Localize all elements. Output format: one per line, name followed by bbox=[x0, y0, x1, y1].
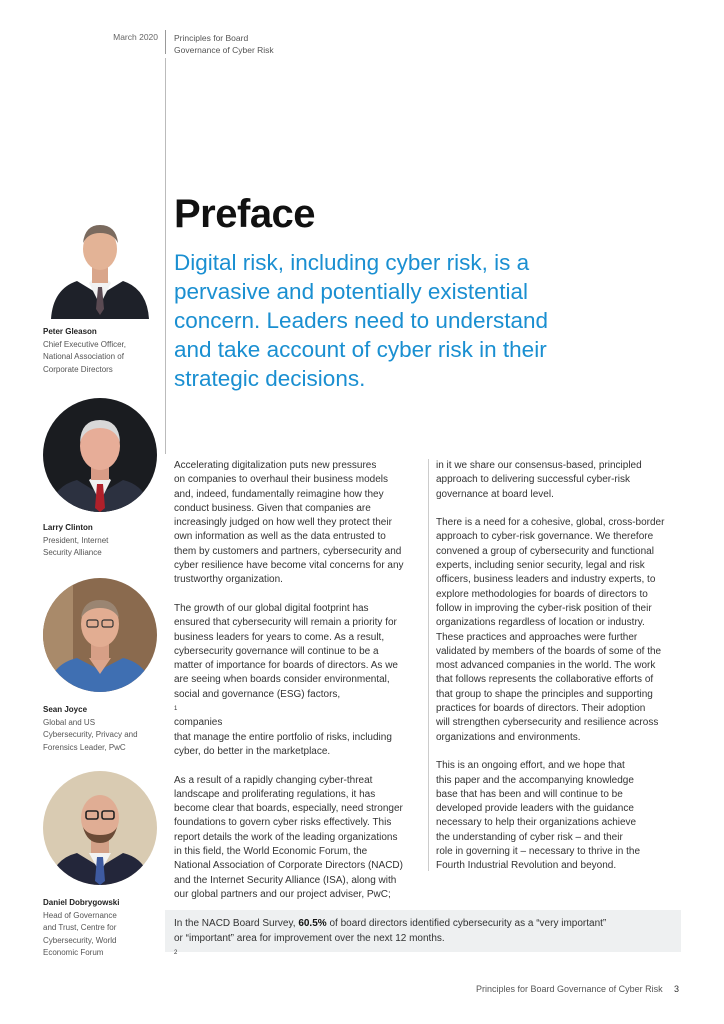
person-role-line: Economic Forum bbox=[43, 948, 104, 957]
person-name: Larry Clinton bbox=[43, 523, 93, 532]
body-line: own information as well as the data entrusted to bbox=[174, 531, 386, 543]
body-line: organizations regardless of location or industry. bbox=[436, 617, 645, 629]
body-line: and the Internet Security Alliance (ISA), along with bbox=[174, 874, 397, 886]
person-role-line: Corporate Directors bbox=[43, 364, 113, 374]
body-line: most advanced companies in the world. The work bbox=[436, 660, 656, 672]
person-role-line: National Association of bbox=[43, 352, 124, 361]
paragraph-gap bbox=[436, 502, 686, 516]
header-title-line1: Principles for Board bbox=[174, 33, 249, 43]
portrait-larry-clinton-image bbox=[43, 398, 157, 512]
portrait-peter-gleason-image bbox=[43, 205, 157, 319]
footnote-marker: 1 bbox=[174, 706, 178, 713]
body-line: that manage the entire portfolio of risks, including bbox=[174, 731, 392, 743]
portrait-larry-clinton bbox=[43, 398, 157, 512]
paragraph-gap bbox=[174, 588, 419, 602]
person-sean-joyce bbox=[43, 704, 163, 754]
body-line: experts, including senior security, legal and risk bbox=[436, 560, 645, 572]
person-role-line: Cybersecurity, Privacy and bbox=[43, 730, 138, 739]
body-line: base that has been and will continue to be bbox=[436, 788, 623, 800]
body-line: National Association of Corporate Directors (NACD) bbox=[174, 860, 403, 872]
body-line: role in governing it – necessary to thrive in the bbox=[436, 846, 640, 858]
header-title-line2: Governance of Cyber Risk bbox=[174, 45, 274, 55]
callout-line2: or “important” area for improvement over the next 12 months. bbox=[174, 932, 445, 944]
body-line: in this field, the World Economic Forum, the bbox=[174, 846, 368, 858]
page-number: 3 bbox=[674, 984, 680, 994]
lede-line: concern. Leaders need to understand bbox=[174, 308, 549, 333]
body-line: This is an ongoing effort, and we hope that bbox=[436, 760, 625, 772]
body-line: matter of importance for boards of directors. As we bbox=[174, 660, 398, 672]
body-line: practices for boards of directors. Their adoption bbox=[436, 703, 646, 715]
body-line: are seeing when boards consider environmental, bbox=[174, 674, 390, 686]
body-line: social and governance (ESG) factors, bbox=[174, 688, 341, 700]
body-line: Fourth Industrial Revolution and beyond. bbox=[436, 860, 617, 872]
body-line: approach to cyber-risk governance. We therefore bbox=[436, 531, 654, 543]
lede-line: and take account of cyber risk in their bbox=[174, 337, 547, 362]
person-name: Sean Joyce bbox=[43, 705, 88, 714]
person-larry-clinton bbox=[43, 522, 163, 560]
body-line: Accelerating digitalization puts new pressures bbox=[174, 460, 377, 471]
body-line: approach to delivering successful cyber-risk bbox=[436, 474, 630, 486]
body-line: and, indeed, fundamentally reimagine how they bbox=[174, 488, 384, 500]
person-role-line: Head of Governance bbox=[43, 910, 117, 920]
footnote-marker: 2 bbox=[174, 950, 178, 956]
body-line-with-footnote bbox=[174, 688, 419, 731]
body-line: ensured that cybersecurity will remain a priority for bbox=[174, 617, 397, 629]
body-line: These practices and approaches were further bbox=[436, 631, 638, 643]
body-line: that group to shape the principles and supporting bbox=[436, 688, 653, 700]
body-column-left bbox=[174, 459, 419, 902]
callout-line bbox=[174, 917, 606, 932]
portrait-daniel-dobrygowski-image bbox=[43, 771, 157, 885]
callout-post: of board directors identified cybersecurity as a “very important” bbox=[326, 918, 607, 929]
body-line: increasingly judged on how well they protect their bbox=[174, 517, 392, 529]
person-role-line: Security Alliance bbox=[43, 548, 102, 557]
body-line: in it we share our consensus-based, principled bbox=[436, 460, 642, 471]
body-line: cyber, do better in the marketplace. bbox=[174, 745, 331, 757]
lede-line: Digital risk, including cyber risk, is a bbox=[174, 250, 530, 275]
body-line: governance at board level. bbox=[436, 488, 554, 500]
body-line: that follows represents the collaborative efforts of bbox=[436, 674, 654, 686]
body-line: follow in improving the cyber-risk position of their bbox=[436, 602, 652, 614]
portrait-daniel-dobrygowski bbox=[43, 771, 157, 885]
header-date: March 2020 bbox=[113, 32, 158, 42]
person-name: Peter Gleason bbox=[43, 327, 97, 336]
body-line: them by customers and partners, cybersecurity and bbox=[174, 545, 402, 557]
portrait-peter-gleason bbox=[43, 205, 157, 319]
body-line: trustworthy organization. bbox=[174, 574, 283, 586]
header-divider bbox=[165, 30, 166, 54]
column-divider bbox=[428, 459, 429, 871]
lede bbox=[174, 248, 594, 393]
body-line: this paper and the accompanying knowledge bbox=[436, 774, 634, 786]
callout-text bbox=[174, 917, 606, 961]
body-line: report details the work of the leading organizations bbox=[174, 831, 398, 843]
body-line: business leaders for years to come. As a result, bbox=[174, 631, 385, 643]
person-name: Daniel Dobrygowski bbox=[43, 898, 120, 907]
person-role-line: Cybersecurity, World bbox=[43, 935, 117, 945]
body-line: The growth of our global digital footprint has bbox=[174, 602, 369, 614]
body-line: developed provide leaders with the guidance bbox=[436, 803, 634, 815]
body-line: cybersecurity governance will continue to be a bbox=[174, 645, 379, 657]
body-line: the understanding of cyber risk – and their bbox=[436, 831, 623, 843]
body-line: explore methodologies for boards of directors to bbox=[436, 588, 648, 600]
body-line: As a result of a rapidly changing cyber-threat bbox=[174, 774, 373, 786]
callout-stat: 60.5% bbox=[298, 918, 327, 929]
person-role-line: President, Internet bbox=[43, 535, 109, 545]
lede-line: strategic decisions. bbox=[174, 366, 366, 391]
margin-divider bbox=[165, 58, 166, 454]
footer-title: Principles for Board Governance of Cyber Risk bbox=[476, 984, 663, 994]
paragraph-gap bbox=[174, 759, 419, 773]
portrait-sean-joyce bbox=[43, 578, 157, 692]
header-title bbox=[174, 32, 274, 56]
page-title: Preface bbox=[174, 192, 316, 236]
person-role-line: Global and US bbox=[43, 717, 96, 727]
body-line: will strengthen cybersecurity and resilience across bbox=[436, 717, 659, 729]
body-line: There is a need for a cohesive, global, cross-border bbox=[436, 517, 665, 529]
body-column-right bbox=[436, 459, 686, 874]
body-line: cyber resilience have become vital concerns for any bbox=[174, 560, 404, 572]
body-line: necessary to help their organizations achieve bbox=[436, 817, 637, 829]
body-line: convened a group of cybersecurity and functional bbox=[436, 545, 654, 557]
person-peter-gleason bbox=[43, 326, 163, 376]
body-line: become clear that boards, especially, need stronger bbox=[174, 803, 403, 815]
body-line: officers, business leaders and industry experts, to bbox=[436, 574, 656, 586]
lede-line: pervasive and potentially existential bbox=[174, 279, 528, 304]
person-role-line: Forensics Leader, PwC bbox=[43, 742, 126, 752]
paragraph-gap bbox=[436, 745, 686, 759]
body-line: on companies to overhaul their business models bbox=[174, 474, 389, 486]
callout-line bbox=[174, 932, 606, 961]
body-line: landscape and proliferating regulations, it has bbox=[174, 788, 376, 800]
body-line: conduct business. Given that companies are bbox=[174, 502, 371, 514]
body-line: foundations to govern cyber risks effectively. This bbox=[174, 817, 392, 829]
portrait-sean-joyce-image bbox=[43, 578, 157, 692]
person-role-line: and Trust, Centre for bbox=[43, 923, 117, 932]
person-daniel-dobrygowski bbox=[43, 897, 163, 960]
person-role-line: Chief Executive Officer, bbox=[43, 339, 126, 349]
body-line: validated by members of the boards of some of the bbox=[436, 645, 662, 657]
callout-pre: In the NACD Board Survey, bbox=[174, 918, 299, 929]
body-line-end: companies bbox=[174, 717, 223, 729]
body-line: our global partners and our project adviser, PwC; bbox=[174, 888, 391, 900]
body-line: organizations and environments. bbox=[436, 731, 581, 743]
